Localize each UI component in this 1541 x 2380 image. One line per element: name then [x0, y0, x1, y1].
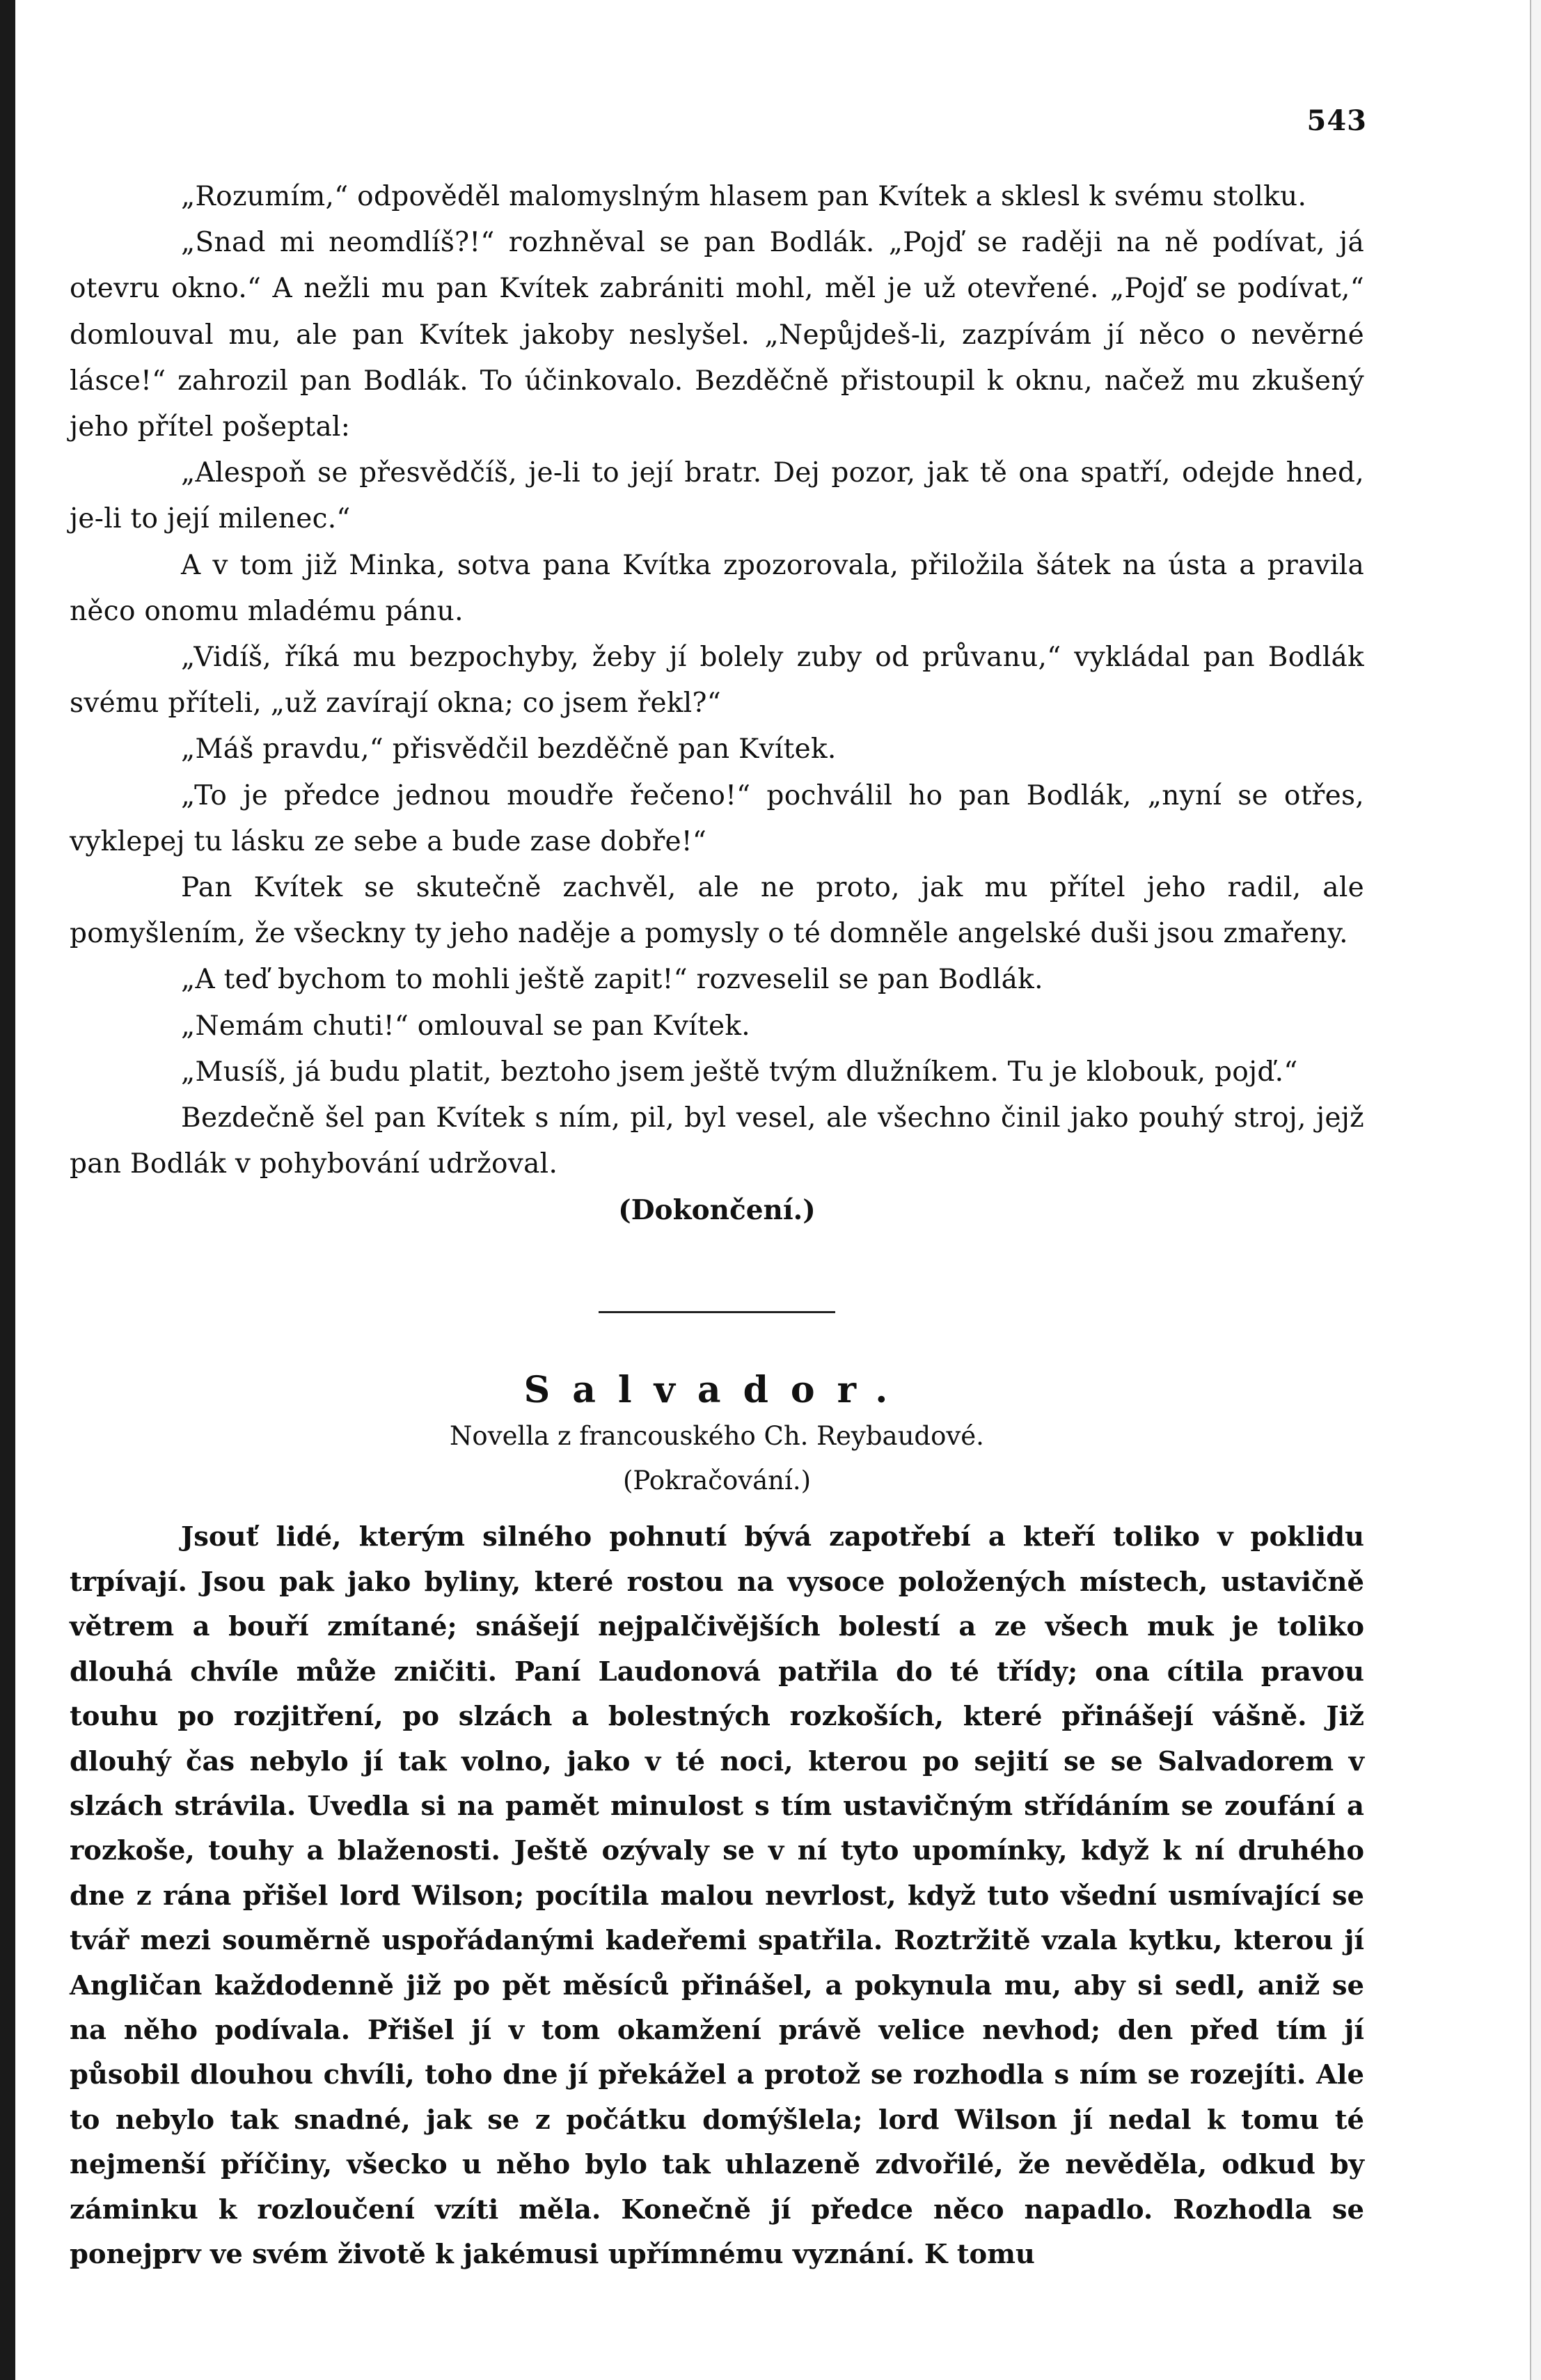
paragraph: Bezdečně šel pan Kvítek s ním, pil, byl vesel, ale všechno činil jako pouhý stroj, jejž pan Bodlák v pohybování udržoval.	[70, 1102, 1364, 1180]
paragraph: „Musíš, já budu platit, beztoho jsem ještě tvým dlužníkem. Tu je klobouk, pojď.“	[181, 1056, 1298, 1088]
ending-note: (Dokončení.)	[618, 1194, 816, 1227]
page-number: 543	[1306, 104, 1367, 137]
scan-left-edge	[0, 0, 15, 2380]
novella-title: Salvador.	[523, 1369, 910, 1412]
section-divider	[599, 1311, 835, 1313]
novella-section	[70, 1366, 1364, 2277]
paragraph: „Vidíš, říká mu bezpochyby, žeby jí bolely zuby od průvanu,“ vykládal pan Bodlák svému příteli, „už zavírají okna; co jsem řekl?“	[70, 642, 1364, 720]
paragraph: „To je předce jednou moudře řečeno!“ pochválil ho pan Bodlák, „nyní se otřes, vyklepej tu lásku ze sebe a bude zase dobře!“	[70, 779, 1364, 857]
paragraph: A v tom již Minka, sotva pana Kvítka zpozorovala, přiložila šátek na ústa a pravila něco onomu mladému pánu.	[70, 549, 1364, 627]
paragraph: Jsouť lidé, kterým silného pohnutí bývá zapotřebí a kteří toliko v poklidu trpívají. Jsou pak jako byliny, které rostou na vysoce položených místech, ustavičně větrem a bouří zmítané; snášejí nejpalčivějších bolestí a ze všech muk je toliko dlouhá chvíle může zničiti. Paní Laudonová patřila do té třídy; ona cítila pravou touhu po rozjitření, po slzách a bolestných rozkoších, které přinášejí vášně. Již dlouhý čas nebylo jí tak volno, jako v té noci, kterou po sejití se se Salvadorem v slzách strávila. Uvedla si na pamět minulost s tím ustavičným střídáním se zoufání a rozkoše, touhy a blaženosti. Ještě ozývaly se v ní tyto upomínky, když k ní druhého dne z rána přišel lord Wilson; pocítila malou nevrlost, když tuto všední usmívající se tvář mezi souměrně uspořádanými kadeřemi spatřila. Roztržitě vzala kytku, kterou jí Angličan každodenně již po pět měsíců přinášel, a pokynula mu, aby si sedl, aniž se na něho podívala. Přišel jí v tom okamžení právě velice nevhod; den před tím jí působil dlouhou chvíli, toho dne jí překážel a protož se rozhodla s ním se rozejíti. Ale to nebylo tak snadné, jak se z počátku domýšlela; lord Wilson jí nedal k tomu té nejmenší příčiny, všecko u něho bylo tak uhlazeně zdvořilé, že nevěděla, odkud by záminku k rozloučení vzíti měla. Konečně jí předce něco napadlo. Rozhodla se ponejprv ve svém životě k jakémusi upřímnému vyznání. K tomu	[70, 1521, 1364, 2270]
paragraph: „Alespoň se přesvědčíš, je-li to její bratr. Dej pozor, jak tě ona spatří, odejde hned, je-li to její milenec.“	[70, 457, 1364, 535]
story-ending-section	[70, 174, 1364, 1233]
paragraph: „Nemám chuti!“ omlouval se pan Kvítek.	[181, 1010, 750, 1042]
scan-right-edge	[1530, 0, 1541, 2380]
paragraph: „A teď bychom to mohli ještě zapit!“ rozveselil se pan Bodlák.	[181, 964, 1043, 996]
text-column	[70, 174, 1364, 2277]
paragraph: „Máš pravdu,“ přisvědčil bezděčně pan Kvítek.	[181, 733, 837, 765]
paragraph: „Rozumím,“ odpověděl malomyslným hlasem pan Kvítek a sklesl k svému stolku.	[181, 181, 1307, 212]
novella-subtitle: Novella z francouského Ch. Reybaudové.	[450, 1421, 984, 1452]
paragraph: Pan Kvítek se skutečně zachvěl, ale ne proto, jak mu přítel jeho radil, ale pomyšlením, že všeckny ty jeho naděje a pomysly o té domněle angelské duši jsou zmařeny.	[70, 872, 1364, 950]
continuation-note: (Pokračování.)	[622, 1466, 812, 1496]
paragraph: „Snad mi neomdlíš?!“ rozhněval se pan Bodlák. „Pojď se raději na ně podívat, já otevru okno.“ A nežli mu pan Kvítek zabrániti mohl, měl je už otevřené. „Pojď se podívat,“ domlouval mu, ale pan Kvítek jakoby neslyšel. „Nepůjdeš-li, zazpívám jí něco o nevěrné lásce!“ zahrozil pan Bodlák. To účinkovalo. Bezděčně přistoupil k oknu, načež mu zkušený jeho přítel pošeptal:	[70, 227, 1364, 443]
